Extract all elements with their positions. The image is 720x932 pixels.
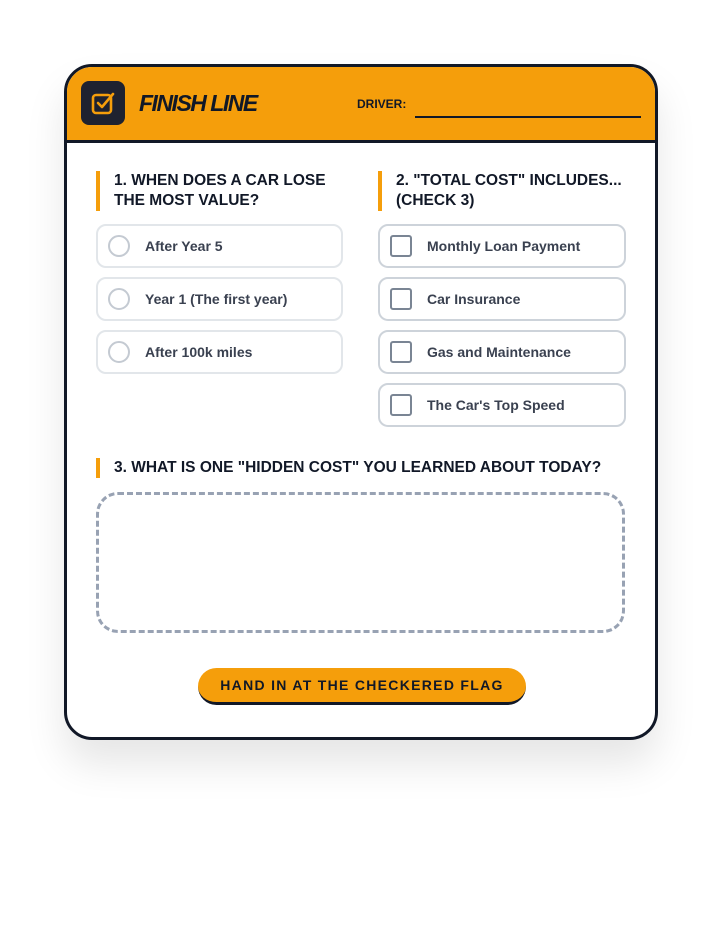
checkbox[interactable] [390,288,412,310]
q2-option-label: Gas and Maintenance [427,344,571,360]
q1-option-2[interactable] [96,277,343,321]
logo [81,81,125,125]
checkbox[interactable] [390,341,412,363]
q1-option-label: After Year 5 [145,238,223,254]
checkbox[interactable] [390,394,412,416]
q2-option-1[interactable] [378,224,626,268]
q2-option-3[interactable] [378,330,626,374]
question-3-title: 3. WHAT IS ONE "HIDDEN COST" YOU LEARNED ABOUT TODAY? [96,458,601,478]
question-1-title-line2: THE MOST VALUE? [114,192,260,209]
q1-option-label: After 100k miles [145,344,253,360]
question-1-title-line1: 1. WHEN DOES A CAR LOSE [114,172,326,189]
question-1-title [96,171,326,211]
card-header [67,67,655,143]
q1-option-label: Year 1 (The first year) [145,291,288,307]
question-2-title [378,171,622,211]
q2-option-label: Car Insurance [427,291,521,307]
driver-label: DRIVER: [357,97,407,111]
q1-option-3[interactable] [96,330,343,374]
q2-option-label: The Car's Top Speed [427,397,565,413]
q1-option-1[interactable] [96,224,343,268]
question-2-title-line2: (CHECK 3) [396,192,475,209]
checkbox-icon [90,90,116,116]
exit-ticket-card [64,64,658,740]
driver-name-field[interactable] [415,116,641,118]
q2-option-2[interactable] [378,277,626,321]
submit-button[interactable]: HAND IN AT THE CHECKERED FLAG [198,668,526,705]
answer-textarea[interactable] [96,492,625,633]
checkbox[interactable] [390,235,412,257]
question-2-title-line1: 2. "TOTAL COST" INCLUDES... [396,172,622,189]
radio-button[interactable] [108,288,130,310]
radio-button[interactable] [108,235,130,257]
q2-option-4[interactable] [378,383,626,427]
brand-title: FINISH LINE [139,90,257,116]
q2-option-label: Monthly Loan Payment [427,238,581,254]
radio-button[interactable] [108,341,130,363]
